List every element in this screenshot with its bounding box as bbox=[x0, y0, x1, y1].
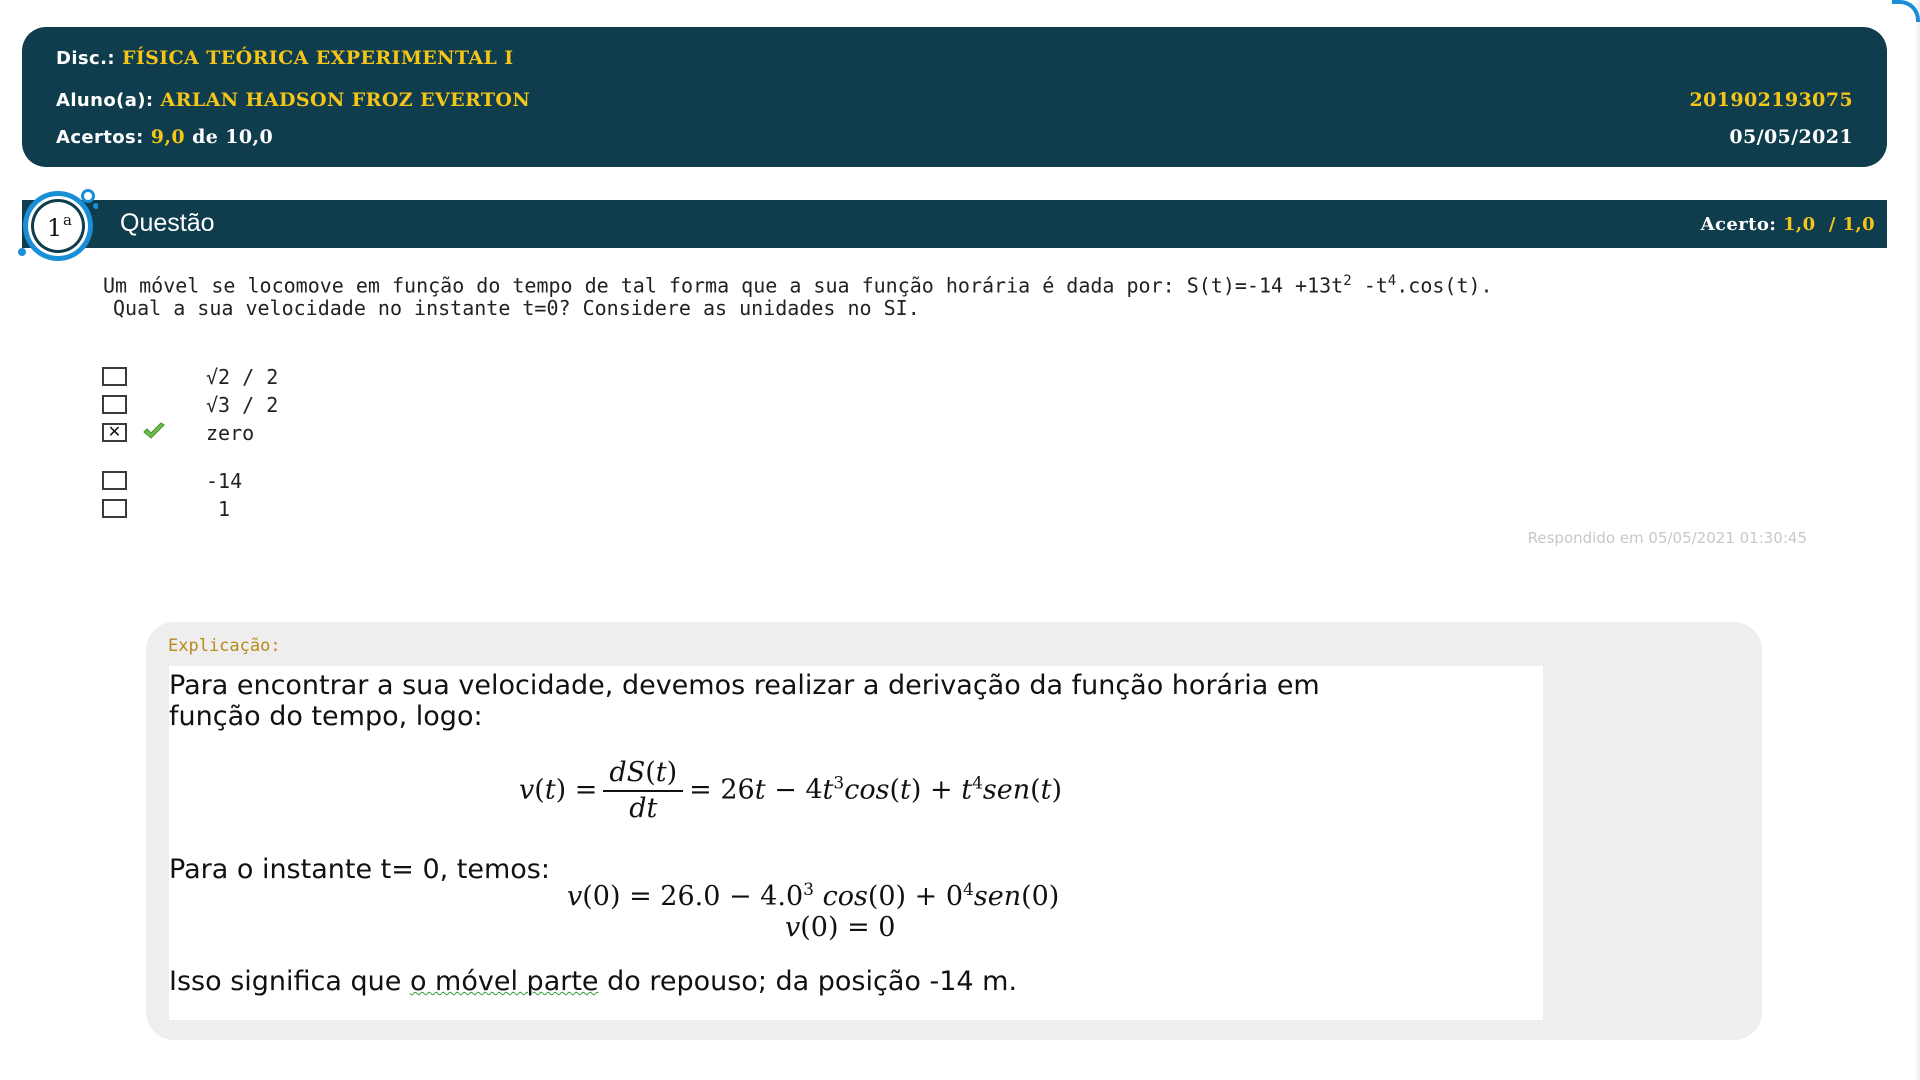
option-1-checkbox[interactable] bbox=[102, 367, 127, 386]
discipline-label: Disc.: bbox=[56, 48, 115, 69]
question-title: Questão bbox=[120, 209, 215, 237]
option-3[interactable] bbox=[102, 420, 502, 444]
student-name: ARLAN HADSON FROZ EVERTON bbox=[160, 89, 531, 111]
score-row bbox=[56, 126, 1853, 148]
option-1[interactable] bbox=[102, 364, 502, 388]
option-3-checkbox-checked[interactable]: ✕ bbox=[102, 423, 127, 442]
option-2-checkbox[interactable] bbox=[102, 395, 127, 414]
option-4-checkbox[interactable] bbox=[102, 471, 127, 490]
discipline-row bbox=[56, 47, 1853, 69]
explanation-content bbox=[169, 666, 1543, 1020]
option-3-text: zero bbox=[206, 421, 255, 445]
derivative-equation: v(t) = $\frac{dS(t)}{dt}$ = $26t - 4t^3\cos(t) + t^4sen(t)$ bbox=[519, 757, 1063, 824]
student-label: Aluno(a): bbox=[56, 90, 154, 111]
question-score-value: 1,0 / 1,0 bbox=[1782, 214, 1875, 235]
option-5-checkbox[interactable] bbox=[102, 499, 127, 518]
question-score bbox=[1701, 214, 1875, 235]
explanation-label: Explicação: bbox=[168, 636, 281, 656]
question-score-label: Acerto: bbox=[1700, 214, 1777, 235]
question-statement bbox=[103, 270, 1783, 319]
question-number-sup: a bbox=[63, 211, 72, 229]
question-line-1: Um móvel se locomove em função do tempo de tal forma que a sua função horária é dada por: $S(t)=-14 +13t^2$ $-t^4.\cos(t)$. bbox=[103, 273, 1493, 298]
result-equation: v(0) = 0 bbox=[785, 912, 896, 943]
correct-check-icon bbox=[142, 422, 166, 442]
option-2-text: √3 / 2 bbox=[206, 393, 279, 417]
option-2[interactable] bbox=[102, 392, 502, 416]
student-row bbox=[56, 89, 1853, 111]
question-line-2: Qual a sua velocidade no instante t=0? Considere as unidades no SI. bbox=[113, 295, 920, 320]
question-number-badge bbox=[14, 188, 98, 262]
hits-total: de 10,0 bbox=[192, 126, 274, 148]
option-4[interactable] bbox=[102, 468, 502, 492]
hits-value: 9,0 bbox=[150, 126, 186, 148]
option-1-text: √2 / 2 bbox=[206, 365, 279, 389]
explanation-paragraph-1: Para encontrar a sua velocidade, devemos realizar a derivação da função horária em função do tempo, logo: bbox=[169, 670, 1320, 732]
option-5[interactable] bbox=[102, 496, 502, 520]
explanation-paragraph-2: Para o instante t= 0, temos: bbox=[169, 854, 550, 885]
question-bar bbox=[22, 200, 1887, 248]
student-header-panel bbox=[22, 27, 1887, 167]
hits-label: Acertos: bbox=[56, 127, 144, 148]
option-5-text: 1 bbox=[206, 497, 231, 521]
explanation-paragraph-3: Isso significa que o móvel parte do repouso; da posição -14 m. bbox=[169, 966, 1018, 997]
question-number: 1 bbox=[47, 214, 63, 242]
explanation-box bbox=[146, 622, 1762, 1040]
answered-timestamp: Respondido em 05/05/2021 01:30:45 bbox=[1527, 529, 1807, 547]
window-edge bbox=[1914, 0, 1920, 1080]
exam-date: 05/05/2021 bbox=[1729, 126, 1853, 148]
option-4-text: -14 bbox=[206, 469, 243, 493]
registration-number: 201902193075 bbox=[1689, 89, 1853, 111]
discipline-value: FÍSICA TEÓRICA EXPERIMENTAL I bbox=[121, 47, 514, 69]
evaluated-equation: $v(0) = 26.0 - 4.0^3$ $\cos(0) + 0^4sen(0)$ bbox=[567, 880, 1060, 912]
